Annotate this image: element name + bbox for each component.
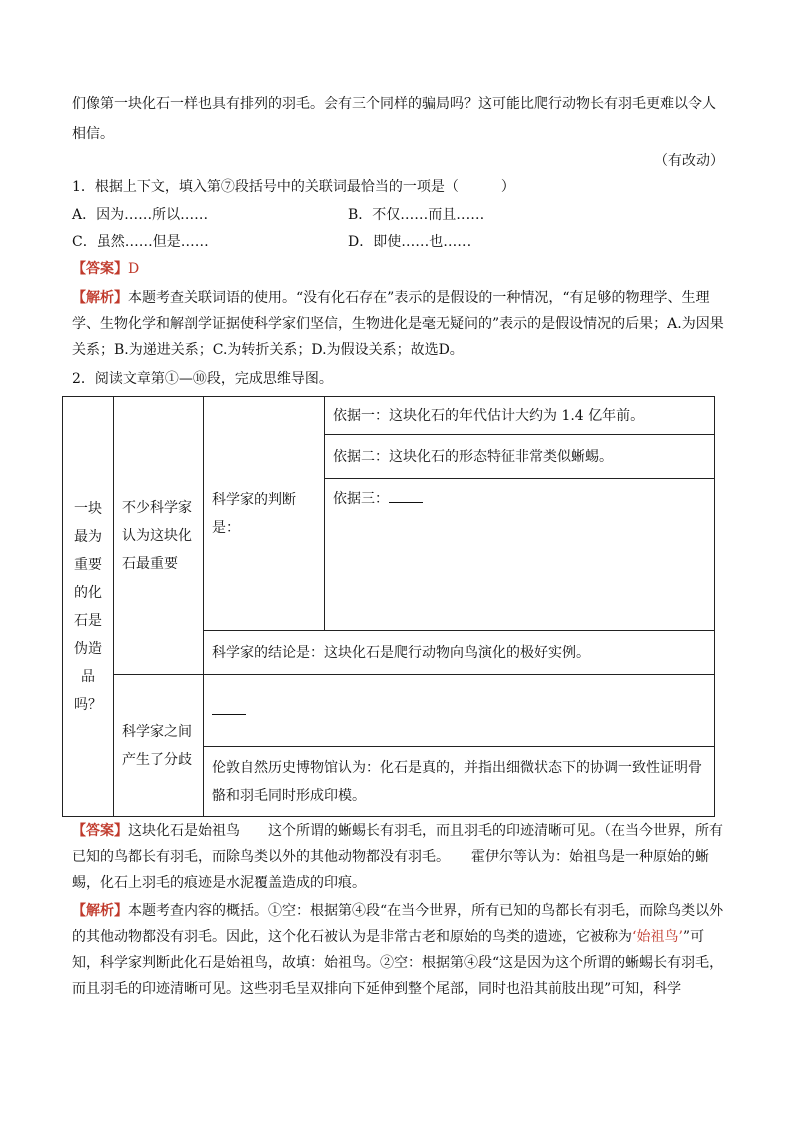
museum-view: 伦敦自然历史博物馆认为：化石是真的，并指出细微状态下的协调一致性证明骨骼和羽毛同时形成印模。	[204, 747, 715, 817]
q2-answer	[72, 818, 724, 896]
basis-3	[325, 479, 715, 631]
q1-stem: 1．根据上下文，填入第⑦段括号中的关联词最恰当的一项是（ ）	[72, 179, 515, 195]
analysis-text-a: 本题考查内容的概括。①空：根据第④段“在当今世界，所有已知的鸟都长有羽毛，而除鸟类以外的其他动物都没有羽毛。因此，这个化石被认为是非常古老和原始的鸟类的遗迹，它被称为	[72, 903, 724, 945]
blank-answer-cell	[204, 675, 715, 747]
analysis-text: 本题考查关联词语的使用。“没有化石存在”表示的是假设的一种情况，“有足够的物理学、生理学、生物化学和解剖学证据使科学家们坚信，生物进化是毫无疑问的”表示的是假设情况的后果；A.为因果关系；B.为递进关系；C.为转折关系；D.为假设关系；故选D。	[72, 290, 724, 358]
q1-option-b: B．不仅……而且……	[348, 207, 485, 223]
branch-scientists-view: 不少科学家认为这块化石最重要	[114, 397, 204, 675]
basis-3-label: 依据三：	[333, 491, 389, 507]
answer-tag: 【答案】	[72, 261, 128, 277]
q1-option-c: C．虽然……但是……	[72, 234, 209, 250]
q1-answer	[72, 259, 724, 279]
branch-disagreement: 科学家之间产生了分歧	[114, 675, 204, 817]
basis-1: 依据一：这块化石的年代估计大约为 1.4 亿年前。	[325, 397, 715, 435]
conclusion: 科学家的结论是：这块化石是爬行动物向鸟演化的极好实例。	[204, 631, 715, 675]
root-node: 一块最为重要的化石是伪造品吗？	[63, 397, 114, 817]
analysis-text-b: ”可知，科学家判断此化石是始祖鸟，故填：始祖鸟。②空：根据第④段“这是因为这个所谓的蜥蜴长有羽毛，而且羽毛的印迹清晰可见。这些羽毛呈双排向下延伸到整个尾部，同时也沿其前肢出现”可知，科学	[72, 929, 724, 997]
source-note: （有改动）	[654, 153, 724, 169]
basis-2: 依据二：这块化石的形态特征非常类似蜥蜴。	[325, 435, 715, 479]
q1-analysis	[72, 285, 724, 363]
analysis-quote: ‘始祖鸟’	[632, 929, 683, 945]
answer-text: 这块化石是始祖鸟 这个所谓的蜥蜴长有羽毛，而且羽毛的印迹清晰可见。（在当今世界，所有已知的鸟都长有羽毛，而除鸟类以外的其他动物都没有羽毛。 霍伊尔等认为：始祖鸟是一种原始的蜥蜴，化石上羽毛的痕迹是水泥覆盖造成的印痕。	[72, 823, 723, 891]
answer-tag: 【答案】	[72, 823, 128, 839]
blank-line	[212, 700, 246, 715]
q2-analysis	[72, 898, 724, 1002]
mind-map-table	[62, 396, 715, 817]
analysis-tag: 【解析】	[72, 903, 128, 919]
judge-label: 科学家的判断是：	[204, 397, 325, 631]
blank-line	[389, 488, 423, 503]
q2-stem: 2．阅读文章第①—⑩段，完成思维导图。	[72, 371, 333, 387]
answer-value: D	[128, 261, 140, 277]
intro-line-1: 们像第一块化石一样也具有排列的羽毛。会有三个同样的骗局吗？这可能比爬行动物长有羽毛更难以令人	[72, 96, 716, 112]
analysis-tag: 【解析】	[72, 290, 128, 306]
intro-line-2: 相信。	[72, 126, 114, 142]
q1-option-d: D．即使……也……	[348, 234, 472, 250]
q1-option-a: A．因为……所以……	[72, 207, 209, 223]
